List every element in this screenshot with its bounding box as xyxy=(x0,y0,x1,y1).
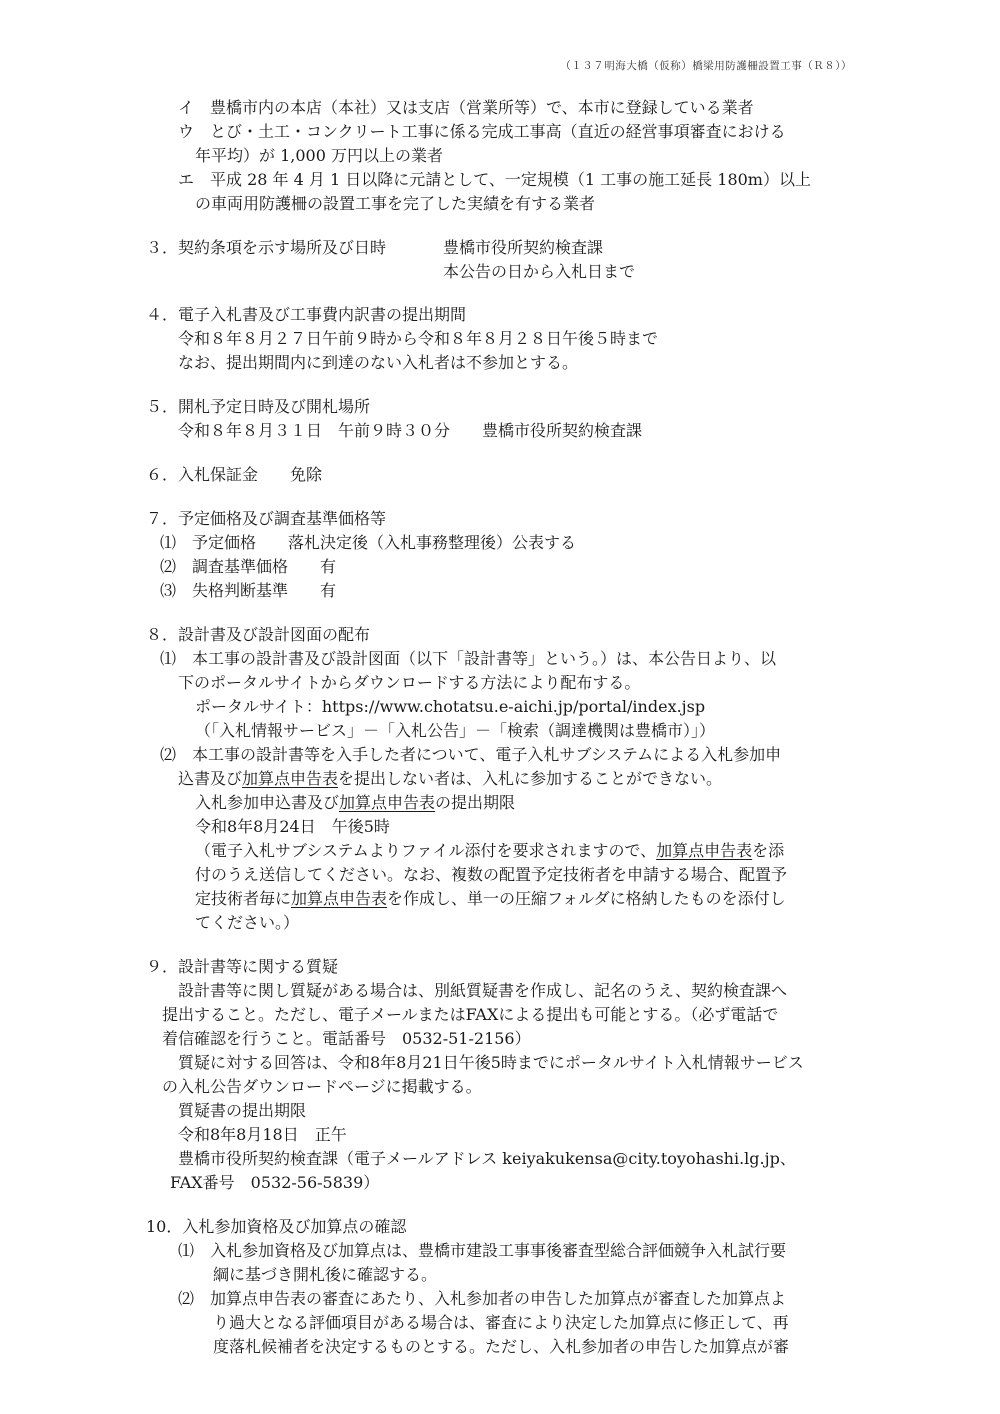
text-line: ⑴ 本工事の設計書及び設計図面（以下「設計書等」という。）は、本公告日より、以 xyxy=(160,649,777,668)
text-line: の車両用防護柵の設置工事を完了した実績を有する業者 xyxy=(195,194,596,213)
text-segment: 定技術者毎に xyxy=(195,889,292,908)
text-line: 質疑書の提出期限 xyxy=(178,1101,307,1120)
section-6-heading: ６．入札保証金 免除 xyxy=(146,465,323,484)
section-9-heading: ９．設計書等に関する質疑 xyxy=(146,957,339,976)
text-line: 令和８年８月３１日 午前９時３０分 豊橋市役所契約検査課 xyxy=(178,421,643,440)
text-line xyxy=(195,840,784,862)
underlined-term: 加算点申告表 xyxy=(656,841,753,860)
text-segment: 込書及び xyxy=(178,769,243,788)
section-7-heading: ７．予定価格及び調査基準価格等 xyxy=(146,509,387,528)
underlined-term: 加算点申告表 xyxy=(242,769,339,788)
text-line: 令和8年8月18日 正午 xyxy=(178,1125,347,1144)
text-line: 設計書等に関し質疑がある場合は、別紙質疑書を作成し、記名のうえ、契約検査課へ xyxy=(178,981,787,1000)
text-line: 度落札候補者を決定するものとする。ただし、入札参加者の申告した加算点が審 xyxy=(213,1337,790,1356)
section-10-heading: 10．入札参加資格及び加算点の確認 xyxy=(146,1217,407,1236)
text-line: 豊橋市役所契約検査課（電子メールアドレス keiyakukensa@city.toyohashi.lg.jp、 xyxy=(178,1149,796,1168)
text-segment: （電子入札サブシステムよりファイル添付を要求されますので、 xyxy=(195,841,657,860)
text-line: 質疑に対する回答は、令和8年8月21日午後5時までにポータルサイト入札情報サービス xyxy=(178,1053,804,1072)
text-line: 年平均）が 1,000 万円以上の業者 xyxy=(195,146,443,165)
section-3-heading: ３．契約条項を示す場所及び日時 xyxy=(146,238,387,257)
text-line: 付のうえ送信してください。なお、複数の配置予定技術者を申請する場合、配置予 xyxy=(195,865,788,884)
text-line: り過大となる評価項目がある場合は、審査により決定した加算点に修正して、再 xyxy=(213,1313,789,1332)
text-segment: を添 xyxy=(752,841,785,860)
section-4-heading: ４．電子入札書及び工事費内訳書の提出期間 xyxy=(146,305,467,324)
portal-url: ポータルサイト：https://www.chotatsu.e-aichi.jp/portal/index.jsp xyxy=(195,697,706,716)
text-line: ⑴ 予定価格 落札決定後（入札事務整理後）公表する xyxy=(160,533,577,552)
text-segment: を作成し、単一の圧縮フォルダに格納したものを添付し xyxy=(387,889,786,908)
text-segment: 入札参加申込書及び xyxy=(195,793,340,812)
text-line: （「入札情報サービス」－「入札公告」－「検索（調達機関は豊橋市）」） xyxy=(195,721,716,740)
text-line: 下のポータルサイトからダウンロードする方法により配布する。 xyxy=(178,673,641,692)
page-header: （１３７明海大橋（仮称）橋梁用防護柵設置工事（Ｒ８）） xyxy=(560,60,852,72)
text-line: ⑴ 入札参加資格及び加算点は、豊橋市建設工事事後審査型総合評価競争入札試行要 xyxy=(178,1241,787,1260)
text-line: イ 豊橋市内の本店（本社）又は支店（営業所等）で、本市に登録している業者 xyxy=(178,98,754,117)
underlined-term: 加算点申告表 xyxy=(339,793,436,812)
text-line: てください。） xyxy=(195,913,300,932)
text-line: 本公告の日から入札日まで xyxy=(443,262,636,281)
text-line: 豊橋市役所契約検査課 xyxy=(443,238,604,257)
text-line: なお、提出期間内に到達のない入札者は不参加とする。 xyxy=(178,353,579,372)
text-line: ⑵ 調査基準価格 有 xyxy=(160,557,337,576)
text-line: ⑶ 失格判断基準 有 xyxy=(160,581,337,600)
text-line: 令和8年8月24日 午後5時 xyxy=(195,817,390,836)
text-line xyxy=(178,768,722,790)
section-5-heading: ５．開札予定日時及び開札場所 xyxy=(146,397,371,416)
underlined-term: 加算点申告表 xyxy=(291,889,388,908)
text-line: 提出すること。ただし、電子メールまたはFAXによる提出も可能とする。（必ず電話で xyxy=(162,1005,779,1024)
text-line: 綱に基づき開札後に確認する。 xyxy=(213,1265,438,1284)
text-line: ⑵ 本工事の設計書等を入手した者について、電子入札サブシステムによる入札参加申 xyxy=(160,745,782,764)
text-line xyxy=(195,792,515,814)
text-line: ⑵ 加算点申告表の審査にあたり、入札参加者の申告した加算点が審査した加算点よ xyxy=(178,1289,787,1308)
text-segment: の提出期限 xyxy=(435,793,516,812)
section-8-heading: ８．設計書及び設計図面の配布 xyxy=(146,625,371,644)
text-line: FAX番号 0532-56-5839） xyxy=(170,1173,380,1192)
text-segment: を提出しない者は、入札に参加することができない。 xyxy=(338,769,723,788)
text-line: エ 平成 28 年 4 月 1 日以降に元請として、一定規模（1 工事の施工延長 180m）以上 xyxy=(178,170,811,189)
text-line: の入札公告ダウンロードページに掲載する。 xyxy=(162,1077,482,1096)
text-line: ウ とび・土工・コンクリート工事に係る完成工事高（直近の経営事項審査における xyxy=(178,122,786,141)
text-line xyxy=(195,888,786,910)
text-line: 令和８年８月２７日午前９時から令和８年８月２８日午後５時まで xyxy=(178,329,659,348)
text-line: 着信確認を行うこと。電話番号 0532-51-2156） xyxy=(162,1029,531,1048)
